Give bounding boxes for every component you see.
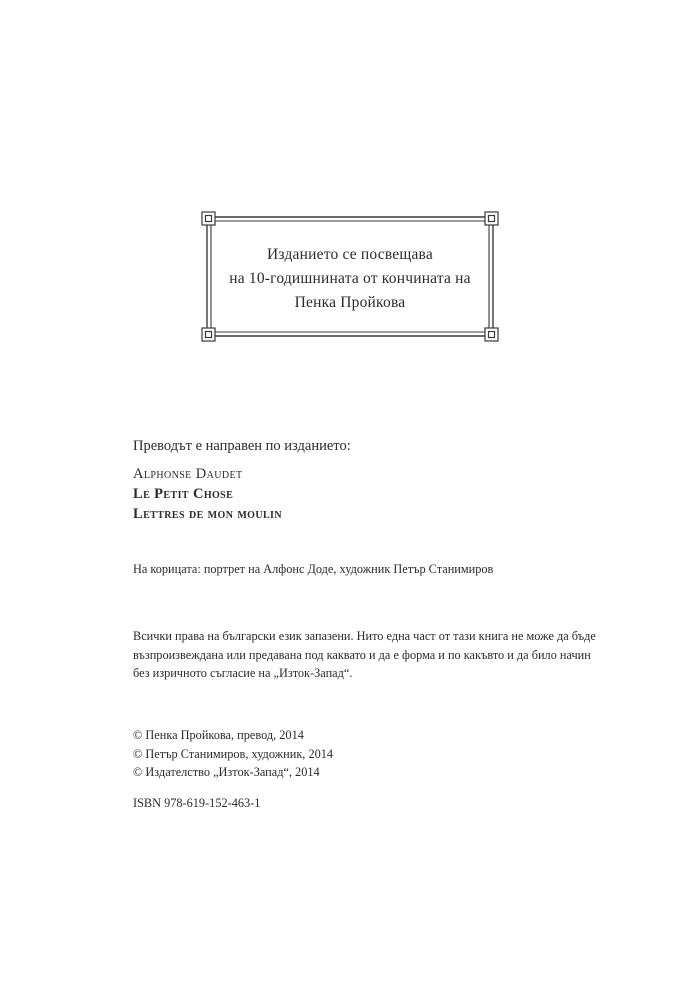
cover-note-text: На корицата: портрет на Алфонс Доде, художник Петър Станимиров	[133, 562, 494, 576]
cover-note	[133, 560, 603, 578]
copyright-line: © Издателство „Изток-Запад“, 2014	[133, 765, 320, 779]
dedication-frame	[201, 211, 499, 342]
rights-line: Всички права на български език запазени. Нито една част от тази книга не може да бъде	[133, 629, 596, 643]
dedication-line: Пенка Пройкова	[294, 294, 406, 311]
translation-note	[133, 436, 603, 456]
rights-line: без изричното съгласие на „Изток-Запад“.	[133, 666, 353, 680]
original-author: Alphonse Daudet	[133, 466, 243, 482]
original-edition	[133, 464, 603, 524]
rights-line: възпроизвеждана или предавана под каквато и да е форма и по какъвто и да било начин	[133, 647, 591, 662]
copyright-line: © Петър Станимиров, художник, 2014	[133, 746, 334, 761]
isbn	[133, 794, 603, 812]
copyright-line: © Пенка Пройкова, превод, 2014	[133, 728, 304, 742]
translation-note-text: Преводът е направен по изданието:	[133, 438, 351, 454]
dedication-text	[201, 243, 499, 315]
dedication-line: на 10-годишнината от кончината на	[229, 270, 471, 287]
dedication-line: Изданието се посвещава	[267, 246, 433, 263]
rights-statement	[133, 627, 603, 683]
original-work-title: Le Petit Chose	[133, 486, 234, 502]
copyright-notices	[133, 726, 603, 782]
isbn-text: ISBN 978-619-152-463-1	[133, 796, 261, 810]
original-work-title: Lettres de mon moulin	[133, 506, 282, 522]
